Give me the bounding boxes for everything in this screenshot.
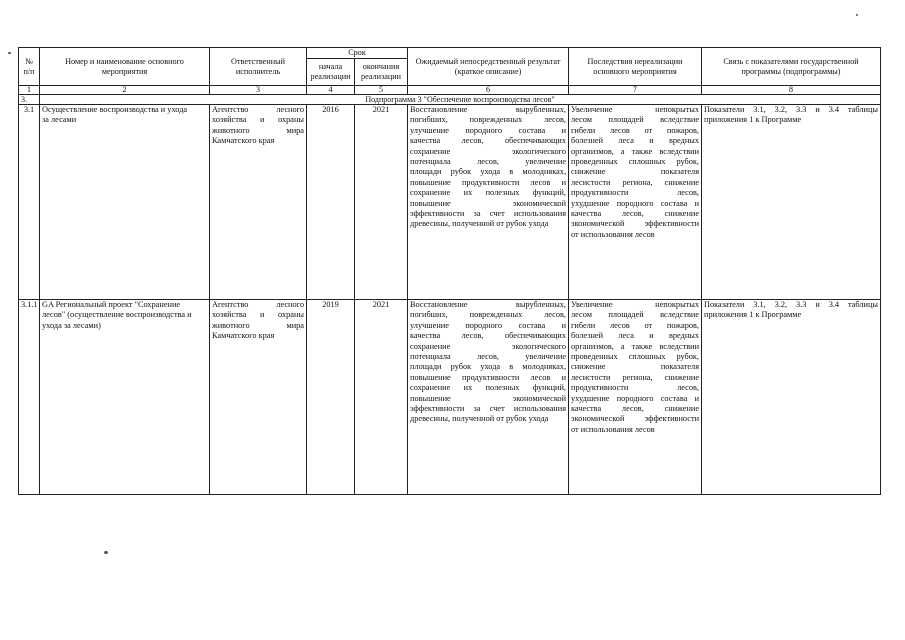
document-sheet [18, 47, 880, 495]
indicators-link [702, 105, 881, 300]
text-line: Агентство лесного [212, 105, 304, 114]
text-line: Показатели 3.1, 3.2, 3.3 и 3.4 таблицы [704, 300, 879, 309]
text-line: продуктивности лесов, [571, 383, 700, 393]
text-line: от использования лесов [571, 424, 655, 434]
text-line: качества лесов, снижение [571, 209, 700, 219]
scan-speck [856, 14, 858, 16]
text-line: Восстановление вырубленных, [410, 300, 567, 309]
subprogram-row [19, 95, 881, 105]
text-line: проведенных сплошных рубок, [571, 157, 700, 167]
header-result: Ожидаемый непосредственный результат (краткое описание) [408, 48, 569, 86]
column-number: 7 [569, 86, 702, 95]
text-line: ухудшение породного состава и [571, 198, 700, 208]
text-line: сохранение их полезных функций, [410, 383, 567, 393]
subprogram-title: Подпрограмма 3 "Обеспечение воспроизводства лесов" [40, 95, 881, 105]
column-number: 2 [40, 86, 210, 95]
text-line: хозяйства и охраны [212, 115, 304, 125]
text-line: лесом площадей вследствие [571, 115, 700, 125]
text-line: экономической эффективности [571, 219, 700, 229]
text-line: животного мира [212, 320, 304, 330]
text-line: Камчатского края [212, 331, 275, 341]
text-line: хозяйства и охраны [212, 310, 304, 320]
text-line: древесины, полученной от рубок ухода [410, 219, 549, 229]
text-line: болезней леса и вредных [571, 136, 700, 146]
text-line: качества лесов, снижение [571, 404, 700, 414]
text-line: потенциала лесов, увеличение [410, 157, 567, 167]
text-line: экономической эффективности [571, 414, 700, 424]
text-line: проведенных сплошных рубок, [571, 352, 700, 362]
scan-speck [104, 551, 108, 554]
row-number: 3.1.1 [19, 300, 40, 495]
executor [210, 300, 307, 495]
text-line: продуктивности лесов, [571, 188, 700, 198]
text-line: улучшение породного состава и [410, 125, 567, 135]
text-line: животного мира [212, 125, 304, 135]
text-line: болезней леса и вредных [571, 331, 700, 341]
row-number: 3.1 [19, 105, 40, 300]
header-executor: Ответственный исполнитель [210, 48, 307, 86]
subprogram-number: 3. [19, 95, 40, 105]
header-link: Связь с показателями государственной программы (подпрограммы) [702, 48, 881, 86]
measure-name [40, 105, 210, 300]
end-year: 2021 [355, 300, 408, 495]
text-line: снижение показателя [571, 167, 700, 177]
consequences [569, 105, 702, 300]
text-line: лесов" (осуществление воспроизводства и [42, 310, 192, 320]
text-line: организмов, а также вследствии [571, 146, 700, 156]
text-line: гибели лесов от пожаров, [571, 320, 700, 330]
text-line: Камчатского края [212, 136, 275, 146]
text-line: Восстановление вырубленных, [410, 105, 567, 114]
text-line: за лесами [42, 115, 77, 125]
text-line: площади рубок ухода в молодняках, [410, 167, 567, 177]
text-line: потенциала лесов, увеличение [410, 352, 567, 362]
text-line: древесины, полученной от рубок ухода [410, 414, 549, 424]
text-line: Агентство лесного [212, 300, 304, 309]
text-line: повышение экономической [410, 198, 567, 208]
text-line: от использования лесов [571, 229, 655, 239]
text-line: повышение продуктивности лесов и [410, 372, 567, 382]
text-line: Увеличение непокрытых [571, 105, 700, 114]
start-year: 2016 [307, 105, 355, 300]
text-line: лесистости региона, снижение [571, 372, 700, 382]
text-line: приложения 1 к Программе [704, 310, 802, 320]
text-line: сохранение экологического [410, 341, 567, 351]
text-line: GA Региональный проект "Сохранение [42, 300, 181, 309]
header-term: Срок [307, 48, 408, 59]
text-line: снижение показателя [571, 362, 700, 372]
text-line: гибели лесов от пожаров, [571, 125, 700, 135]
measures-table [18, 47, 881, 495]
header-num: № п/п [19, 48, 40, 86]
table-row [19, 105, 881, 300]
text-line: повышение продуктивности лесов и [410, 177, 567, 187]
header-consequences: Последствия нереализации основного мероприятия [569, 48, 702, 86]
header-name: Номер и наименование основного мероприятия [40, 48, 210, 86]
column-numbers-row [19, 86, 881, 95]
column-number: 3 [210, 86, 307, 95]
expected-result [408, 300, 569, 495]
column-number: 5 [355, 86, 408, 95]
text-line: лесом площадей вследствие [571, 310, 700, 320]
text-line: Показатели 3.1, 3.2, 3.3 и 3.4 таблицы [704, 105, 879, 114]
text-line: организмов, а также вследствии [571, 341, 700, 351]
text-line: ухудшение породного состава и [571, 393, 700, 403]
text-line: эффективности за счет использования [410, 404, 567, 414]
text-line: погибших, поврежденных лесов, [410, 310, 567, 320]
text-line: качества лесов, обеспечивающих [410, 331, 567, 341]
text-line: эффективности за счет использования [410, 209, 567, 219]
expected-result [408, 105, 569, 300]
end-year: 2021 [355, 105, 408, 300]
measure-name [40, 300, 210, 495]
text-line: Увеличение непокрытых [571, 300, 700, 309]
text-line: лесистости региона, снижение [571, 177, 700, 187]
start-year: 2019 [307, 300, 355, 495]
scan-speck [8, 52, 11, 54]
indicators-link [702, 300, 881, 495]
executor [210, 105, 307, 300]
text-line: сохранение экологического [410, 146, 567, 156]
column-number: 6 [408, 86, 569, 95]
column-number: 4 [307, 86, 355, 95]
text-line: качества лесов, обеспечивающих [410, 136, 567, 146]
header-row-1 [19, 48, 881, 59]
text-line: площади рубок ухода в молодняках, [410, 362, 567, 372]
text-line: улучшение породного состава и [410, 320, 567, 330]
text-line: сохранение их полезных функций, [410, 188, 567, 198]
column-number: 1 [19, 86, 40, 95]
table-row [19, 300, 881, 495]
text-line: погибших, поврежденных лесов, [410, 115, 567, 125]
header-start: начала реализации [307, 59, 355, 86]
text-line: повышение экономической [410, 393, 567, 403]
text-line: Осуществление воспроизводства и ухода [42, 105, 188, 114]
consequences [569, 300, 702, 495]
text-line: ухода за лесами) [42, 320, 101, 330]
header-end: окончания реализации [355, 59, 408, 86]
text-line: приложения 1 к Программе [704, 115, 802, 125]
column-number: 8 [702, 86, 881, 95]
